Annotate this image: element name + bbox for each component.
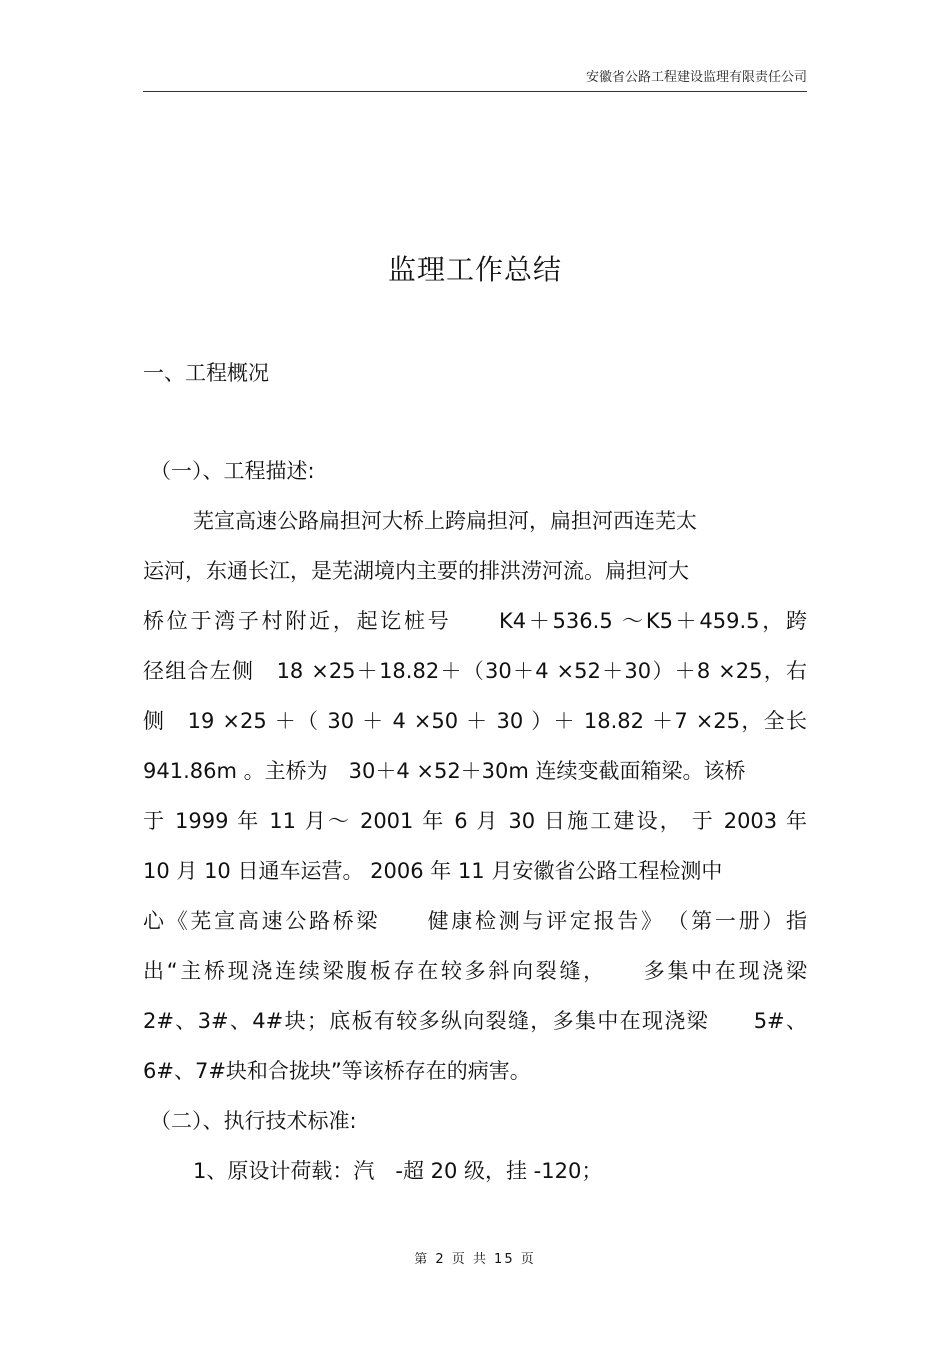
paragraph-line: 出“主桥现浇连续梁腹板存在较多斜向裂缝， 多集中在现浇梁 — [143, 959, 807, 983]
subsection-heading-description: （一）、工程描述: — [150, 459, 315, 483]
paragraph-line: 心《芜宣高速公路桥梁 健康检测与评定报告》 （第一册）指 — [143, 909, 807, 933]
list-item: 1、原设计荷载：汽 -超 20 级，挂 -120； — [193, 1159, 603, 1183]
paragraph-line: 侧 19 ×25 ＋（ 30 ＋ 4 ×50 ＋ 30 ）＋ 18.82 ＋7 ×25，全长 — [143, 709, 807, 733]
paragraph-line: 径组合左侧 18 ×25＋18.82＋（30＋4 ×52＋30）＋8 ×25，右 — [143, 659, 807, 683]
paragraph-line: 于 1999 年 11 月～ 2001 年 6 月 30 日施工建设， 于 2003 年 — [143, 809, 807, 833]
subsection-heading-standards: （二）、执行技术标准: — [150, 1109, 357, 1133]
header-rule — [143, 91, 807, 92]
paragraph-line: 10 月 10 日通车运营。 2006 年 11 月安徽省公路工程检测中 — [143, 859, 723, 883]
page-footer-number: 第 2 页 共 15 页 — [414, 1252, 536, 1267]
paragraph-line: 941.86m 。主桥为 30＋4 ×52＋30m 连续变截面箱梁。该桥 — [143, 759, 746, 783]
page-header-company: 安徽省公路工程建设监理有限责任公司 — [585, 70, 807, 85]
document-title: 监理工作总结 — [387, 253, 562, 286]
section-heading-overview: 一、工程概况 — [143, 361, 269, 385]
paragraph-line: 芜宣高速公路扁担河大桥上跨扁担河，扁担河西连芜太 — [193, 509, 697, 533]
paragraph-line: 6#、7#块和合拢块”等该桥存在的病害。 — [143, 1059, 531, 1083]
paragraph-line: 运河，东通长江，是芜湖境内主要的排洪涝河流。扁担河大 — [143, 559, 689, 583]
paragraph-line: 2#、3#、4#块；底板有较多纵向裂缝，多集中在现浇梁 5#、 — [143, 1009, 807, 1033]
paragraph-line: 桥位于湾子村附近，起讫桩号 K4＋536.5 ～K5＋459.5，跨 — [143, 609, 807, 633]
